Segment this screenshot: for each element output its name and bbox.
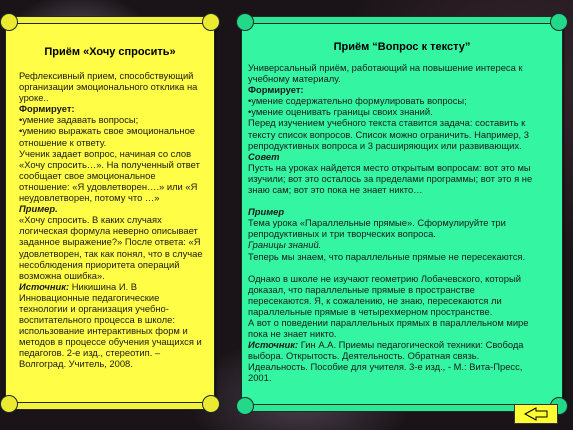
advice-label: Совет [248, 150, 280, 162]
forms-item: •умение оценивать границы своих знаний. [248, 106, 433, 118]
example-subheading: Границы знаний. [248, 239, 322, 251]
story-text: Однако в школе не изучают геометрию Лобачевского, который доказал, что параллельные прямые в пространстве пересекаются. Я, к сожалению, не знаю, пересекаются ли параллельные прямые в четырехмерном пространстве. [248, 272, 521, 317]
source-text [19, 281, 207, 370]
body-text: Ученик задает вопрос, начиная со слов «Хочу спросить…». На полученный ответ сообщает свое эмоциональное отношение: «Я удовлетворен….» или «Я неудовлетворен, потому что …» [19, 147, 200, 204]
scroll-curl [202, 395, 220, 413]
spacer [248, 262, 540, 273]
left-scroll-card [5, 20, 215, 406]
source-label: Источник: [248, 339, 299, 351]
right-card-title: Приём “Вопрос к тексту” [333, 41, 471, 53]
scroll-curl [236, 397, 254, 415]
example-label: Пример. [19, 203, 58, 215]
scroll-top-edge [250, 16, 554, 24]
scroll-curl [0, 395, 18, 413]
left-arrow-icon [524, 407, 548, 421]
example-text: «Хочу спросить. В каких случаях логическая формула неверно описывает заданное выражение?» После ответа: «Я удовлетворен, так как понял, что в случае несоблюдения приоритета операций возможна ошибка». [19, 214, 203, 281]
forms-label: Формирует: [19, 103, 75, 115]
right-scroll-card [241, 20, 563, 408]
source-value: Никишина И. В Инновационные педагогические технологии и организация учебно-воспитательного процесса в школе: использование интерактивных форм и методов в процессе обучения учащихся и педагогов. 2-е изд., стереотип. – Волгоград. Учитель, 2008. [19, 280, 202, 370]
back-button[interactable] [514, 404, 558, 424]
body-text: Перед изучением учебного текста ставится задача: составить к тексту список вопросов. Список можно ограничить. Например, 3 репродуктивных вопроса и 3 расширяющих или развивающих. [248, 117, 529, 151]
left-card-title: Приём «Хочу спросить» [44, 46, 176, 58]
scroll-top-edge [14, 16, 206, 24]
story-text: А вот о поведении параллельных прямых в параллельном мире пока не знает никто. [248, 316, 529, 340]
intro-text: Рефлексивный прием, способствующий организации эмоционального отклика на уроке.. [19, 70, 198, 104]
scroll-curl [550, 13, 568, 31]
advice-text: Пусть на уроках найдется место открытым вопросам: вот это мы изучили; вот это осталось за пределами программы; вот это я не знаю сам; вот это пока не знает никто… [248, 161, 533, 196]
example-tail: Теперь мы знаем, что параллельные прямые не пересекаются. [248, 250, 526, 262]
example-text: Тема урока «Параллельные прямые». Сформулируйте три репродуктивных и три творческих вопроса. [248, 217, 506, 240]
scroll-bottom-edge [14, 402, 206, 410]
left-card-content [19, 70, 207, 370]
spacer [248, 195, 540, 206]
right-card-content [248, 62, 540, 384]
forms-label: Формирует: [248, 84, 304, 96]
intro-text: Универсальный приём, работающий на повышение интереса к учебному материалу. [248, 62, 523, 85]
source-value: Гин А.А. Приемы педагогической техники: Свобода выбора. Открытость. Деятельность. Обратная связь. Идеальность. Пособие для учителя. 3-е изд., - М.: Вита-Пресс, 2001. [248, 339, 524, 384]
scroll-bottom-edge [250, 404, 554, 412]
forms-item: •умение содержательно формулировать вопросы; [248, 95, 467, 107]
scroll-curl [236, 13, 254, 31]
example-label: Пример [248, 206, 285, 218]
forms-item: •умение задавать вопросы; [19, 114, 139, 126]
scroll-curl [0, 13, 18, 31]
source-text [248, 339, 540, 383]
scroll-curl [202, 13, 220, 31]
source-label: Источник: [19, 280, 70, 292]
forms-item: •умению выражать свое эмоциональное отношение к ответу. [19, 125, 195, 148]
